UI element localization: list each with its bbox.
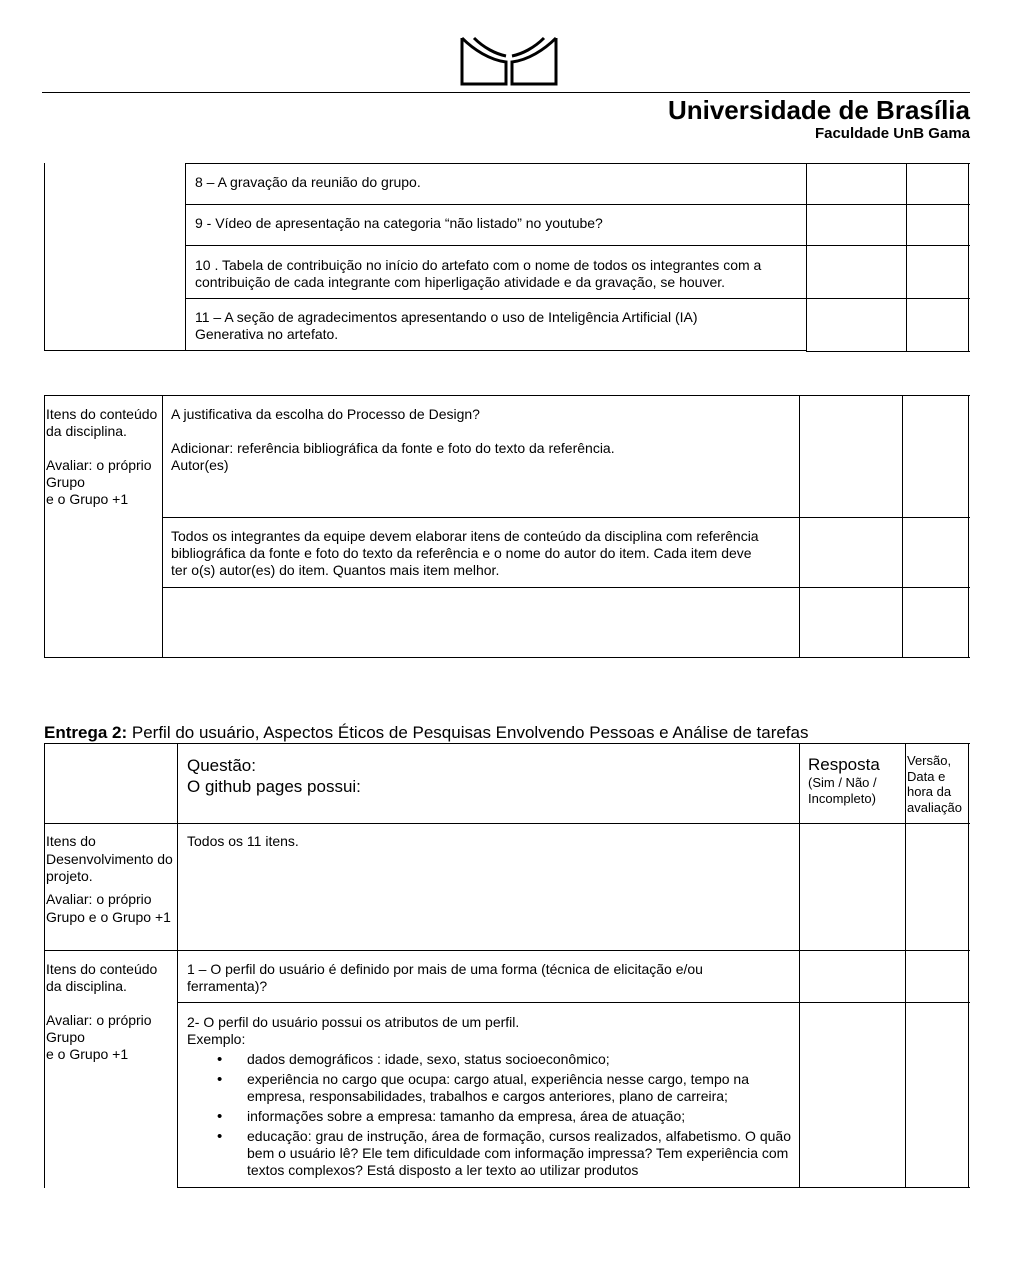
answer-header: Resposta (808, 755, 880, 774)
list-item: • dados demográficos : idade, sexo, status socioeconômico; (187, 1051, 797, 1068)
list-item: • experiência no cargo que ocupa: cargo atual, experiência nesse cargo, tempo na empresa, responsabilidades, trabalhos e cargos anteriores, plano de carreira; (187, 1071, 797, 1105)
faculty-name: Faculdade UnB Gama (814, 125, 970, 142)
question-header: Questão: O github pages possui: (187, 756, 361, 796)
list-item: • informações sobre a empresa: tamanho da empresa, área de atuação; (187, 1108, 797, 1125)
item-intro: 2- O perfil do usuário possui os atributos de um perfil. Exemplo: (187, 1014, 520, 1047)
row-label: Itens do conteúdo da disciplina. Avaliar: o próprio Grupo e o Grupo +1 (46, 961, 158, 1062)
row-label: Itens do Desenvolvimento do projeto. (46, 833, 173, 884)
table-row: Todos os 11 itens. (187, 833, 299, 849)
table-row: 1 – O perfil do usuário é definido por mais de uma forma (técnica de elicitação e/ou ferramenta)? (187, 961, 703, 994)
section-title: Entrega 2: Perfil do usuário, Aspectos Éticos de Pesquisas Envolvendo Pessoas e Análise de tarefas (44, 723, 809, 742)
table-row: Todos os integrantes da equipe devem elaborar itens de conteúdo da disciplina com referência bibliográfica da fonte e foto do texto da referência e o nome do autor do item. Cada item deve ter o(s) autor(es) do item. Quantos mais item melhor. (171, 528, 759, 578)
version-header: Versão, Data e hora da avaliação (907, 753, 962, 815)
row-label: Avaliar: o próprio Grupo e o Grupo +1 (46, 891, 171, 925)
row-label: Itens do conteúdo da disciplina. Avaliar: o próprio Grupo e o Grupo +1 (46, 406, 158, 507)
table-row: 8 – A gravação da reunião do grupo. (195, 174, 421, 190)
attribute-list (187, 1051, 797, 1179)
unb-logo (460, 36, 558, 86)
table-row: 10 . Tabela de contribuição no início do artefato com o nome de todos os integrantes com a contribuição de cada integrante com hiperligação atividade e da gravação, se houver. (195, 257, 762, 290)
table-row: 9 - Vídeo de apresentação na categoria “não listado” no youtube? (195, 215, 603, 231)
table-row (187, 1014, 797, 1179)
university-name: Universidade de Brasília (667, 95, 970, 125)
header-rule (42, 92, 970, 93)
table-row: A justificativa da escolha do Processo de Design? Adicionar: referência bibliográfica da fonte e foto do texto da referência. Autor(es) (171, 406, 615, 473)
table-row: 11 – A seção de agradecimentos apresentando o uso de Inteligência Artificial (IA) Generativa no artefato. (195, 309, 698, 342)
list-item: • educação: grau de instrução, área de formação, cursos realizados, alfabetismo. O quão bem o usuário lê? Ele tem dificuldade com informação impressa? Tem experiência com textos complexos? Está disposto a ler texto ao utilizar produtos (187, 1128, 797, 1179)
answer-options: (Sim / Não / Incompleto) (808, 775, 877, 806)
